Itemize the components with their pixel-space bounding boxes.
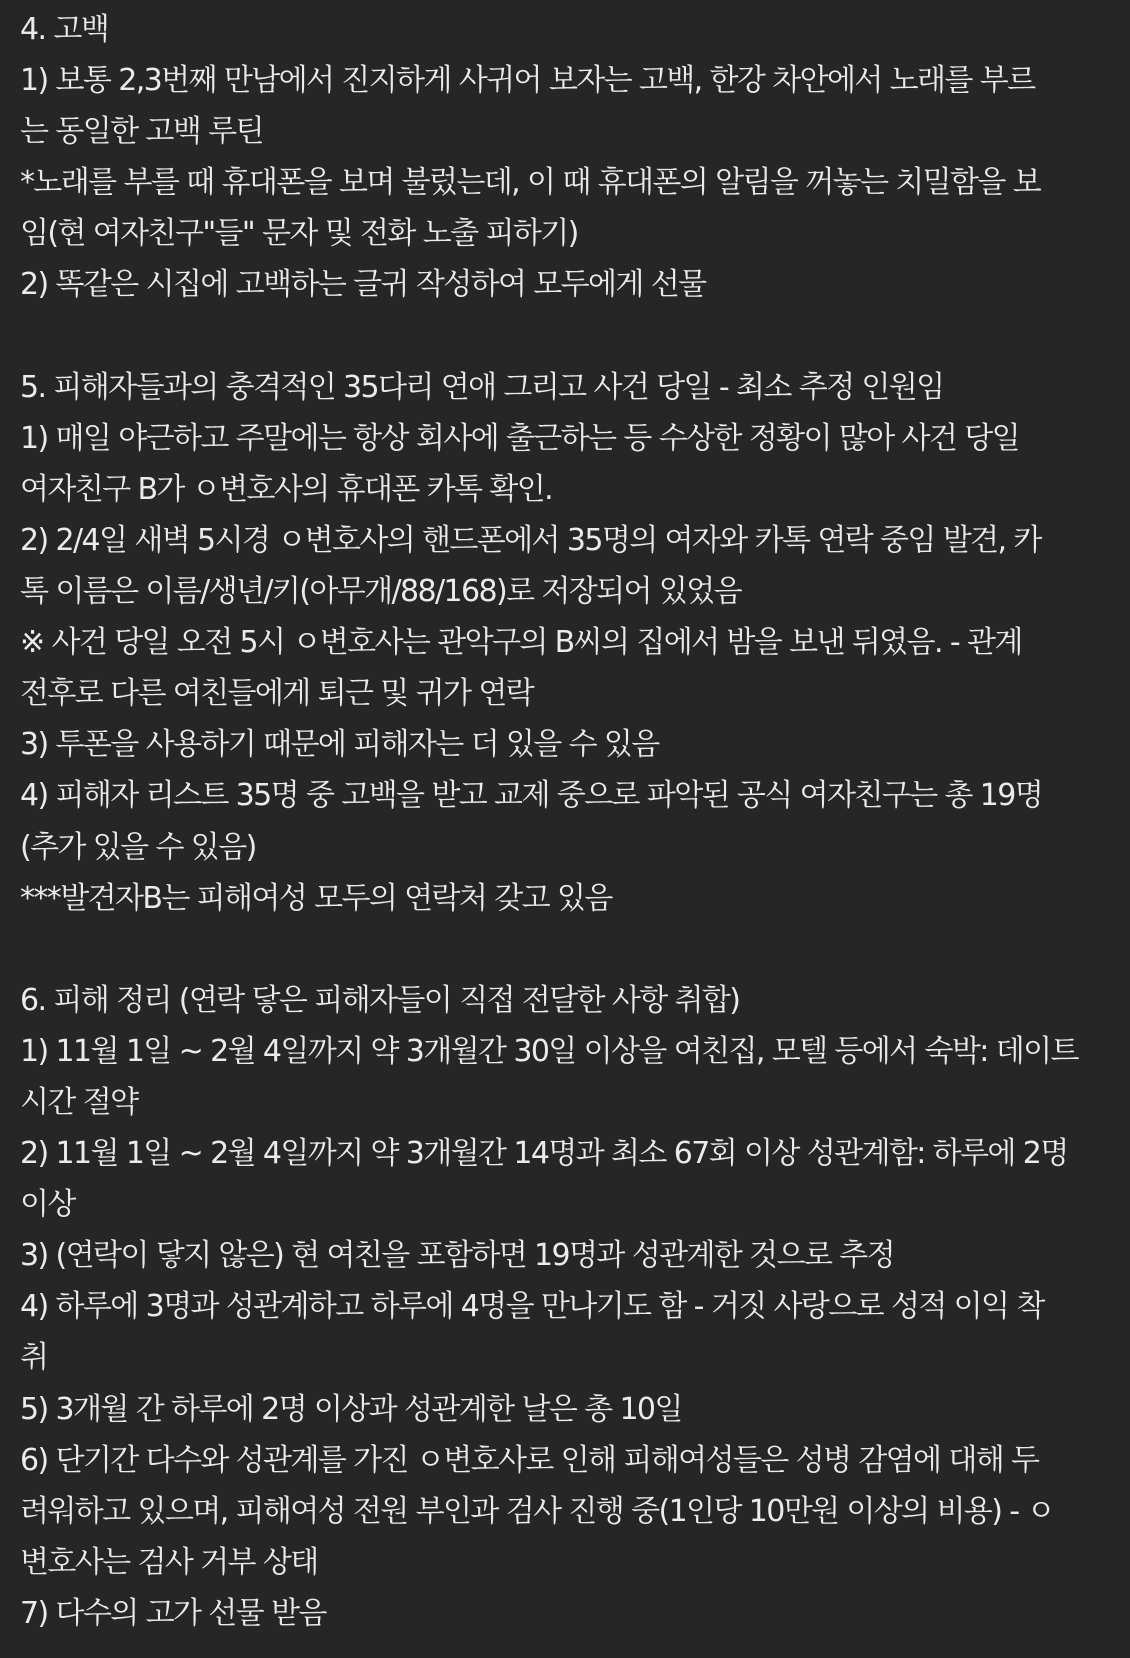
section-heading: 6. 피해 정리 (연락 닿은 피해자들이 직접 전달한 사항 취합) bbox=[20, 982, 740, 1018]
text-line: 는 동일한 고백 루틴 bbox=[20, 114, 263, 150]
text-line: 2) 2/4일 새벽 5시경 ㅇ변호사의 핸드폰에서 35명의 여자와 카톡 연락 중임 발견, 카 bbox=[20, 522, 1041, 558]
text-line: 이상 bbox=[20, 1187, 75, 1223]
document-body bbox=[20, 4, 1115, 1639]
text-line: 5) 3개월 간 하루에 2명 이상과 성관계한 날은 총 10일 bbox=[20, 1391, 682, 1427]
section-relationships bbox=[20, 362, 1115, 924]
text-line: 변호사는 검사 거부 상태 bbox=[20, 1544, 318, 1580]
text-line: 4) 피해자 리스트 35명 중 고백을 받고 교제 중으로 파악된 공식 여자친구는 총 19명 bbox=[20, 778, 1043, 814]
text-line: 3) 투폰을 사용하기 때문에 피해자는 더 있을 수 있음 bbox=[20, 727, 659, 763]
text-line: ***발견자B는 피해여성 모두의 연락처 갖고 있음 bbox=[20, 880, 612, 916]
text-line: 6) 단기간 다수와 성관계를 가진 ㅇ변호사로 인해 피해여성들은 성병 감염에 대해 두 bbox=[20, 1442, 1039, 1478]
text-line: 2) 똑같은 시집에 고백하는 글귀 작성하여 모두에게 선물 bbox=[20, 267, 706, 303]
text-line: 전후로 다른 여친들에게 퇴근 및 귀가 연락 bbox=[20, 676, 534, 712]
section-heading: 5. 피해자들과의 충격적인 35다리 연애 그리고 사건 당일 - 최소 추정 인원임 bbox=[20, 369, 944, 405]
text-line: 1) 보통 2,3번째 만남에서 진지하게 사귀어 보자는 고백, 한강 차안에서 노래를 부르 bbox=[20, 63, 1035, 99]
section-spacer bbox=[20, 924, 1115, 975]
section-confession bbox=[20, 4, 1115, 311]
section-heading: 4. 고백 bbox=[20, 12, 109, 47]
text-line: ※ 사건 당일 오전 5시 ㅇ변호사는 관악구의 B씨의 집에서 밤을 보낸 뒤였음. - 관계 bbox=[20, 625, 1022, 661]
section-damage-summary bbox=[20, 975, 1115, 1639]
text-line: 시간 절약 bbox=[20, 1084, 138, 1120]
text-line: 4) 하루에 3명과 성관계하고 하루에 4명을 만나기도 함 - 거짓 사랑으로 성적 이익 착 bbox=[20, 1289, 1044, 1325]
text-line: (추가 있을 수 있음) bbox=[20, 829, 256, 865]
text-line: 3) (연락이 닿지 않은) 현 여친을 포함하면 19명과 성관계한 것으로 추정 bbox=[20, 1238, 895, 1274]
text-line: 1) 매일 야근하고 주말에는 항상 회사에 출근하는 등 수상한 정황이 많아 사건 당일 bbox=[20, 420, 1019, 456]
text-line: 취 bbox=[20, 1340, 48, 1376]
text-line: 2) 11월 1일 ~ 2월 4일까지 약 3개월간 14명과 최소 67회 이상 성관계함: 하루에 2명 bbox=[20, 1136, 1068, 1172]
text-line: 1) 11월 1일 ~ 2월 4일까지 약 3개월간 30일 이상을 여친집, 모텔 등에서 숙박: 데이트 bbox=[20, 1033, 1078, 1069]
text-line: *노래를 부를 때 휴대폰을 보며 불렀는데, 이 때 휴대폰의 알림을 꺼놓는 치밀함을 보 bbox=[20, 165, 1041, 201]
text-line: 려워하고 있으며, 피해여성 전원 부인과 검사 진행 중(1인당 10만원 이상의 비용) - ㅇ bbox=[20, 1493, 1054, 1529]
text-line: 임(현 여자친구"들" 문자 및 전화 노출 피하기) bbox=[20, 216, 578, 252]
section-spacer bbox=[20, 311, 1115, 362]
text-line: 톡 이름은 이름/생년/키(아무개/88/168)로 저장되어 있었음 bbox=[20, 574, 742, 610]
text-line: 7) 다수의 고가 선물 받음 bbox=[20, 1595, 326, 1631]
text-line: 여자친구 B가 ㅇ변호사의 휴대폰 카톡 확인. bbox=[20, 471, 553, 507]
